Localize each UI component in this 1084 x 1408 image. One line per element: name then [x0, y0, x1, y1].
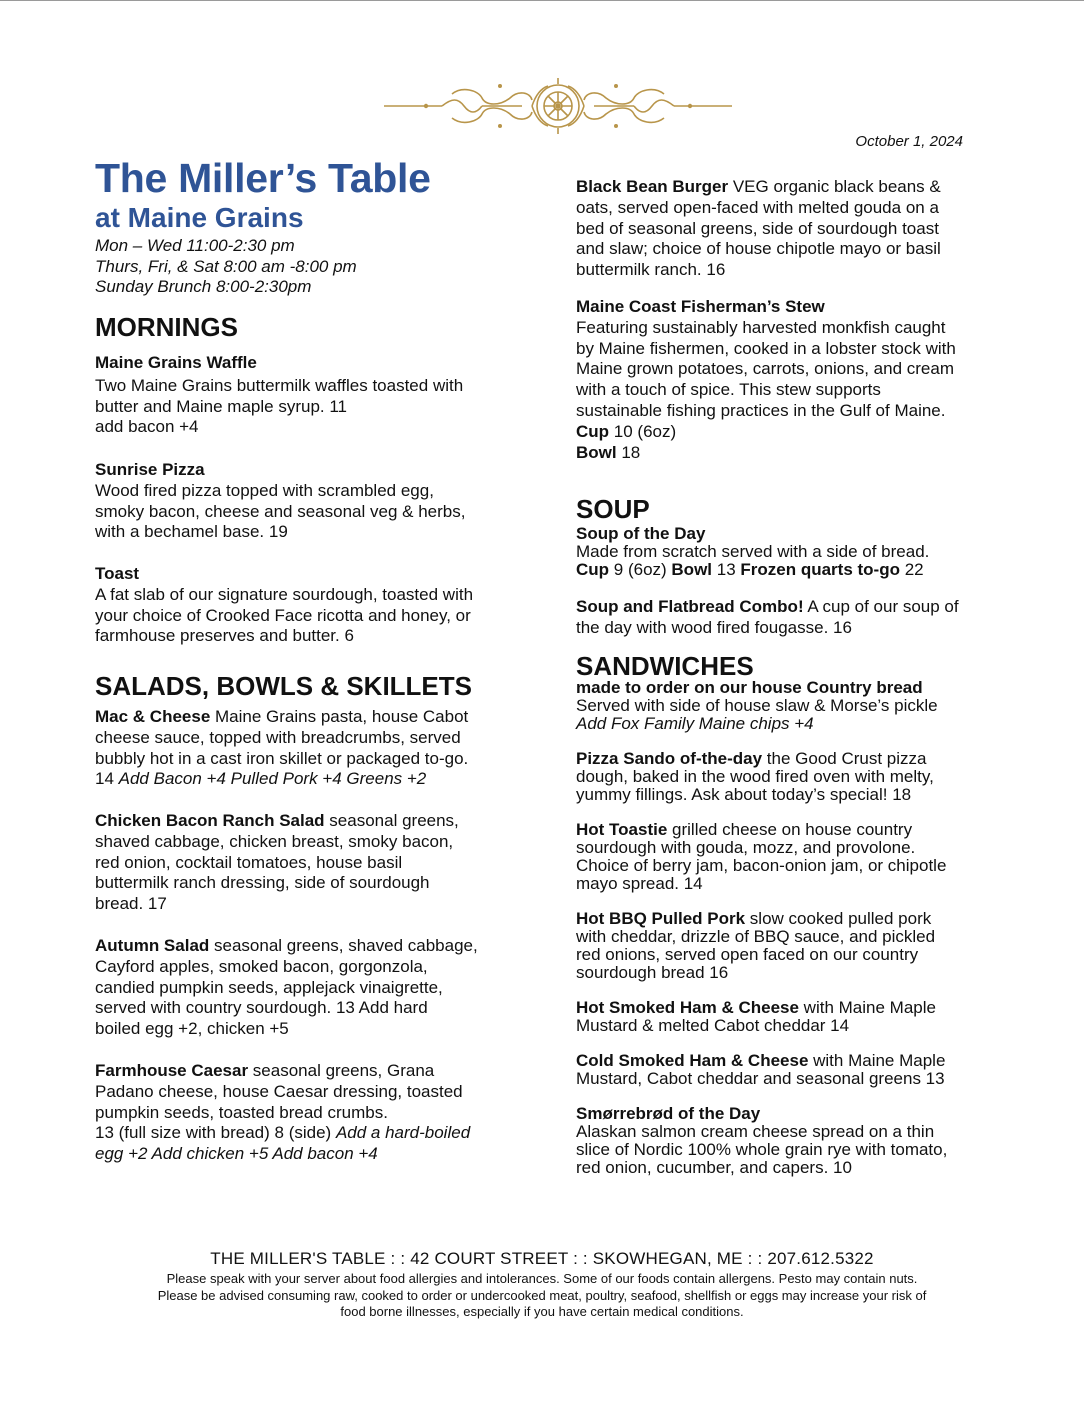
- item-desc: A cup of our soup of: [803, 597, 959, 616]
- item-desc: bed of seasonal greens, side of sourdough toast: [576, 218, 939, 238]
- item-desc: with Maine Maple: [798, 998, 936, 1017]
- item-name: Maine Grains Waffle: [95, 353, 257, 372]
- menu-item-fishermans-stew: [576, 297, 956, 463]
- item-name: Soup and Flatbread Combo!: [576, 597, 804, 616]
- item-desc: grilled cheese on house country: [667, 820, 913, 839]
- section-heading-soup: SOUP: [576, 494, 650, 524]
- item-name: Pizza Sando of-the-day: [576, 749, 763, 768]
- item-name: Hot BBQ Pulled Pork: [576, 909, 746, 928]
- item-desc: with a touch of spice. This stew supports: [576, 380, 881, 400]
- item-desc: your choice of Crooked Face ricotta and honey, or: [95, 605, 471, 625]
- footer-note: food borne illnesses, especially if you have certain medical conditions.: [340, 1304, 744, 1319]
- item-desc: mayo spread. 14: [576, 874, 703, 893]
- item-name: Black Bean Burger: [576, 177, 729, 196]
- footer-note: Please speak with your server about food allergies and intolerances. Some of our foods contain allergens. Pesto may contain nuts.: [166, 1271, 918, 1286]
- item-price: 14: [95, 769, 119, 789]
- item-name: Sunrise Pizza: [95, 460, 205, 479]
- section-heading-sandwiches: SANDWICHES: [576, 651, 754, 681]
- item-desc: Padano cheese, house Caesar dressing, toasted: [95, 1081, 463, 1101]
- item-desc: sourdough bread 16: [576, 963, 729, 982]
- item-desc: bubbly hot in a cast iron skillet or packaged to-go.: [95, 748, 469, 768]
- menu-item-cold-smoked-ham: [576, 1052, 945, 1088]
- item-name: Chicken Bacon Ranch Salad: [95, 811, 325, 830]
- sandwich-subheading: made to order on our house Country bread: [576, 678, 923, 697]
- item-addons: Add Bacon +4 Pulled Pork +4 Greens +2: [118, 769, 427, 789]
- menu-item-bbq-pulled-pork: [576, 910, 935, 982]
- menu-item-black-bean-burger: [576, 177, 941, 281]
- item-desc: pumpkin seeds, toasted bread crumbs.: [95, 1102, 388, 1122]
- section-heading-mornings: MORNINGS: [95, 312, 238, 342]
- item-desc: A fat slab of our signature sourdough, toasted with: [95, 584, 474, 604]
- item-desc: bread. 17: [95, 894, 167, 914]
- size-price: 22: [899, 560, 924, 579]
- item-desc: red onions, served open faced on our country: [576, 945, 919, 964]
- item-desc: slow cooked pulled pork: [745, 909, 932, 928]
- item-desc: Maine Grains pasta, house Cabot: [210, 707, 469, 726]
- menu-item-farmhouse-caesar: [95, 1061, 470, 1165]
- size-label: Cup: [576, 421, 610, 441]
- item-desc: shaved cabbage, chicken breast, smoky bacon,: [95, 831, 454, 851]
- item-addons: egg +2 Add chicken +5 Add bacon +4: [95, 1144, 378, 1164]
- item-desc: boiled egg +2, chicken +5: [95, 1019, 289, 1039]
- sandwich-served: Served with side of house slaw & Morse’s pickle: [576, 696, 938, 715]
- item-name: Cold Smoked Ham & Cheese: [576, 1051, 809, 1070]
- size-price: 10 (6oz): [609, 421, 677, 441]
- item-name: Autumn Salad: [95, 936, 210, 955]
- sandwich-chips-addon: Add Fox Family Maine chips +4: [576, 714, 814, 733]
- item-name: Soup of the Day: [576, 524, 706, 543]
- item-desc: by Maine fishermen, cooked in a lobster stock with: [576, 338, 956, 358]
- item-desc: Mustard & melted Cabot cheddar 14: [576, 1016, 850, 1035]
- footer-allergy-notice: [0, 1271, 1084, 1321]
- item-name: Smørrebrød of the Day: [576, 1104, 761, 1123]
- sandwiches-intro: [576, 679, 938, 733]
- item-desc: the Good Crust pizza: [762, 749, 927, 768]
- decorative-flourish-icon: [382, 72, 734, 134]
- item-name: Toast: [95, 564, 140, 583]
- hours-sunday: Sunday Brunch 8:00-2:30pm: [95, 277, 312, 296]
- size-label: Frozen quarts to-go: [740, 560, 900, 579]
- item-addon: add bacon +4: [95, 417, 199, 437]
- menu-item-hot-toastie: [576, 821, 946, 893]
- item-desc: with cheddar, drizzle of BBQ sauce, and pickled: [576, 927, 936, 946]
- item-desc: VEG organic black beans &: [728, 177, 941, 196]
- item-desc: Choice of berry jam, bacon-onion jam, or chipotle: [576, 856, 947, 875]
- item-name: Farmhouse Caesar: [95, 1061, 249, 1080]
- hours: [95, 236, 357, 298]
- item-desc: buttermilk ranch. 16: [576, 260, 726, 280]
- item-desc: sourdough with gouda, mozz, and provolone.: [576, 838, 916, 857]
- item-price: 13 (full size with bread) 8 (side): [95, 1123, 336, 1143]
- item-addons: Add a hard-boiled: [335, 1123, 471, 1143]
- menu-item-autumn-salad: [95, 936, 478, 1040]
- footer-address: THE MILLER'S TABLE : : 42 COURT STREET : : SKOWHEGAN, ME : : 207.612.5322: [210, 1249, 874, 1268]
- item-desc: Maine grown potatoes, carrots, onions, and cream: [576, 359, 954, 379]
- item-desc: with a bechamel base. 19: [95, 522, 288, 542]
- menu-item-waffle: [95, 353, 463, 438]
- item-desc: red onion, cocktail tomatoes, house basil: [95, 852, 403, 872]
- menu-item-sunrise-pizza: [95, 460, 465, 543]
- item-name: Hot Smoked Ham & Cheese: [576, 998, 799, 1017]
- menu-item-mac-cheese: [95, 707, 468, 790]
- item-desc: farmhouse preserves and butter. 6: [95, 626, 354, 646]
- size-price: 18: [616, 442, 641, 462]
- item-name: Mac & Cheese: [95, 707, 211, 726]
- item-desc: Made from scratch served with a side of bread.: [576, 542, 930, 561]
- item-desc: Two Maine Grains buttermilk waffles toasted with: [95, 375, 464, 395]
- item-desc: seasonal greens,: [324, 811, 459, 830]
- item-desc: oats, served open-faced with melted gouda on a: [576, 197, 939, 217]
- item-name: Hot Toastie: [576, 820, 668, 839]
- size-price: 9 (6oz): [609, 560, 672, 579]
- hours-weekday: Mon – Wed 11:00-2:30 pm: [95, 236, 295, 255]
- item-desc: the day with wood fired fougasse. 16: [576, 617, 852, 637]
- menu-item-pizza-sando: [576, 750, 934, 804]
- item-desc: Mustard, Cabot cheddar and seasonal greens 13: [576, 1069, 945, 1088]
- hours-late-week: Thurs, Fri, & Sat 8:00 am -8:00 pm: [95, 256, 357, 276]
- item-desc: seasonal greens, Grana: [248, 1061, 435, 1080]
- size-label: Bowl: [576, 442, 617, 462]
- item-desc: Featuring sustainably harvested monkfish caught: [576, 317, 946, 337]
- footer-note: Please be advised consuming raw, cooked to order or undercooked meat, poultry, seafood, shellfish or eggs may increase your risk of: [157, 1287, 927, 1303]
- item-desc: cheese sauce, topped with breadcrumbs, served: [95, 727, 461, 747]
- item-name: Maine Coast Fisherman’s Stew: [576, 297, 825, 316]
- restaurant-subtitle: at Maine Grains: [95, 202, 304, 233]
- item-desc: served with country sourdough. 13 Add hard: [95, 998, 428, 1018]
- menu-item-soup-flatbread-combo: [576, 597, 959, 639]
- item-desc: dough, baked in the wood fired oven with melty,: [576, 767, 934, 786]
- section-heading-salads: SALADS, BOWLS & SKILLETS: [95, 671, 472, 701]
- item-desc: with Maine Maple: [808, 1051, 946, 1070]
- item-desc: candied pumpkin seeds, applejack vinaigrette,: [95, 977, 443, 997]
- size-price: 13: [712, 560, 741, 579]
- item-desc: Cayford apples, smoked bacon, gorgonzola,: [95, 956, 428, 976]
- item-desc: smoky bacon, cheese and seasonal veg & herbs,: [95, 501, 466, 521]
- item-desc: and slaw; choice of house chipotle mayo or basil: [576, 239, 941, 259]
- item-desc: seasonal greens, shaved cabbage,: [209, 936, 478, 955]
- item-desc: slice of Nordic 100% whole grain rye with tomato,: [576, 1140, 948, 1159]
- item-desc: red onion, cucumber, and capers. 10: [576, 1158, 852, 1177]
- restaurant-title: The Miller’s Table: [95, 155, 431, 201]
- item-desc: butter and Maine maple syrup. 11: [95, 396, 347, 416]
- menu-item-soup-of-day: [576, 525, 929, 579]
- item-desc: yummy fillings. Ask about today’s special! 18: [576, 785, 912, 804]
- menu-item-toast: [95, 564, 473, 647]
- menu-date: October 1, 2024: [855, 133, 963, 150]
- item-desc: Alaskan salmon cream cheese spread on a thin: [576, 1122, 935, 1141]
- menu-item-hot-smoked-ham: [576, 999, 936, 1035]
- menu-item-chicken-salad: [95, 811, 459, 915]
- size-label: Cup: [576, 560, 610, 579]
- menu-item-smorrebrod: [576, 1105, 947, 1177]
- item-desc: buttermilk ranch dressing, side of sourdough: [95, 873, 430, 893]
- top-border: [0, 0, 1084, 1]
- size-label: Bowl: [671, 560, 713, 579]
- item-desc: sustainable fishing practices in the Gulf of Maine.: [576, 400, 946, 420]
- item-desc: Wood fired pizza topped with scrambled egg,: [95, 480, 434, 500]
